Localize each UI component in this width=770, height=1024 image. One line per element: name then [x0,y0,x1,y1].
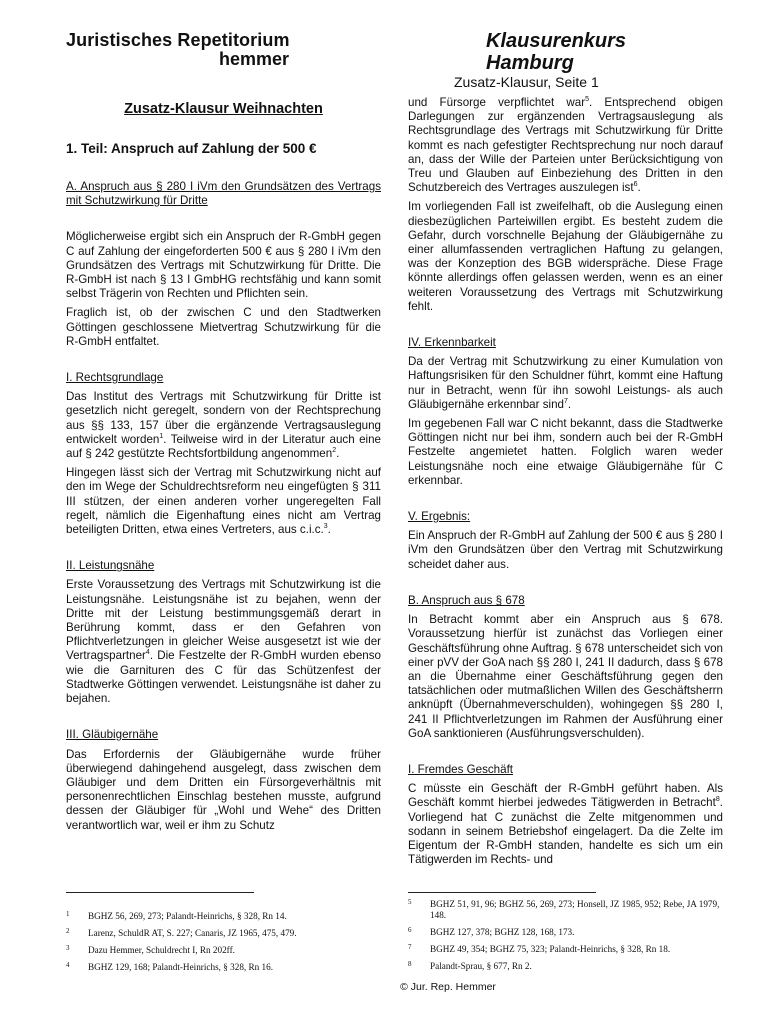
publisher-line-2: hemmer [219,49,290,69]
copyright-footer: © Jur. Rep. Hemmer [400,981,496,993]
footnote-divider [408,892,596,893]
footnote-text: BGHZ 49, 354; BGHZ 75, 323; Palandt-Heinrichs, § 328, Rn 18. [430,944,671,954]
section-heading-i: I. Rechtsgrundlage [66,371,164,385]
left-column [66,96,381,838]
paragraph: Fraglich ist, ob der zwischen C und den Stadtwerken Göttingen geschlossene Mietvertrag Schutzwirkung für die R-GmbH entfaltet. [66,306,381,348]
footnote [408,899,723,921]
publisher-line-1: Juristisches Repetitorium [66,30,290,50]
footnote [66,911,381,922]
section-heading-iv: IV. Erkennbarkeit [408,336,496,350]
footnote-number: 6 [408,926,412,934]
footnote-number: 1 [66,910,70,918]
paragraph: Das Erfordernis der Gläubigernähe wurde früher überwiegend dahingehend ausgelegt, dass zwischen dem Gläubiger und dem Dritten ein Fürsorgeverhältnis mit personenrechtlichen Einschlag bestehen musste, aufgrund dessen der Gläubiger für „Wohl und Wehe“ des Dritten verantwortlich war, weil er ihm zu Schutz [66,747,381,832]
footnote-mark: 7 [563,398,568,405]
footnote-text: Palandt-Sprau, § 677, Rn 2. [430,961,532,971]
footnote-text: Larenz, SchuldR AT, S. 227; Canaris, JZ 1965, 475, 479. [88,928,297,938]
text-run: . [336,447,340,461]
footnote [408,927,723,938]
text-run: C müsste ein Geschäft der R-GmbH geführt haben. Als Geschäft kommt hierbei jedwedes Tätigwerden in Betracht [408,782,723,810]
footnote-mark: 5 [585,96,589,104]
text-run: Erste Voraussetzung des Vertrags mit Schutzwirkung ist die Leistungsnähe. Leistungsnähe ist zu bejahen, wenn der Dritte mit der Leistung bestimmungsgemäß derart in Berührung kommt, dass er den Gefahren von Pflichtverletzungen in gleicher Weise ausgesetzt ist wie der Vertragspartner [66,578,381,663]
section-heading-b-i: I. Fremdes Geschäft [408,762,514,776]
footnote-mark: 4 [145,649,150,657]
paragraph: In Betracht kommt aber ein Anspruch aus § 678. Voraussetzung hierfür ist zunächst das Vorliegen einer Geschäftsführung ohne Auftrag. § 678 unterscheidet sich von einer pVV der GoA nach §§ 280 I, 241 II dadurch, dass § 678 an die Übernahme einer Geschäftsführung gegen den tatsächlichen oder mutmaßlichen Willen des Geschäftsherrn anknüpft (Übernahmeverschulden), wohingegen §§ 280 I, 241 II Pflichtverletzungen im Rahmen der Ausführung einer GoA sanktionieren (Ausführungsverschulden). [408,613,723,740]
paragraph [408,355,723,412]
footnote-number: 8 [408,960,412,968]
section-heading-a: A. Anspruch aus § 280 I iVm den Grundsätzen des Vertrags mit Schutzwirkung für Dritte [66,180,381,208]
text-run: . [327,523,331,537]
footnote-mark: 6 [633,181,638,189]
footnote [66,928,381,939]
footnote-text: Dazu Hemmer, Schuldrecht I, Rn 202ff. [88,945,235,955]
text-run: Das Institut des Vertrags mit Schutzwirkung für Dritte ist gesetzlich nicht geregelt, sondern von der Rechtsprechung aus §§ 133, 157 über die ergänzende Vertragsauslegung entwickelt worden [66,390,381,446]
footnote-mark: 2 [332,447,337,455]
footnotes-right [408,899,723,978]
footnote-text: BGHZ 56, 269, 273; Palandt-Heinrichs, § 328, Rn 14. [88,911,287,921]
part-heading: 1. Teil: Anspruch auf Zahlung der 500 € [66,141,317,156]
footnote-number: 3 [66,944,70,952]
section-heading-b: B. Anspruch aus § 678 [408,593,525,607]
page-header [66,30,714,90]
footnote [66,945,381,956]
text-run: . Entsprechend obigen Darlegungen zur ergänzenden Vertragsauslegung als Rechtsgrundlage des Vertrags mit Schutzwirkung für Dritte kommt es nach gefestigter Rechtsprechung nur noch darauf an, dass der Wille der Parteien unter Berücksichtigung von Treu und Glauben auf Einbeziehung des Dritten in den Schutzbereich des Vertrages auszulegen ist [408,96,723,195]
paragraph: Im gegebenen Fall war C nicht bekannt, dass die Stadtwerke Göttingen nicht nur bei ihm, sondern auch bei der R-GmbH Festzelte angemietet hatten. Folglich waren weder Leistungsnähe noch eine etwaige Gläubigernähe für C erkennbar. [408,417,723,487]
text-run: . Die Festzelte der R-GmbH wurden ebenso wie die Garnituren des C für das Schützenfest der Stadtwerke Göttingen verwendet. Leistungsnähe ist daher zu bejahen. [66,649,381,706]
paragraph: Ein Anspruch der R-GmbH auf Zahlung der 500 € aus § 280 I iVm den Grundsätzen über den Vertrag mit Schutzwirkung scheidet daher aus. [408,529,723,571]
section-heading-ii: II. Leistungsnähe [66,559,155,573]
footnote [408,944,723,955]
text-run: Hingegen lässt sich der Vertrag mit Schutzwirkung nicht auf den im Wege der Schuldrechtsreform neu eingefügten § 311 III stützen, der einen anderen vorher ungeregelten Fall regelt, nämlich die Eigenhaftung eines nicht am Vertrag beteiligten Dritten, etwa eines Vertreters, aus c.i.c. [66,466,381,537]
footnote-mark: 8 [715,796,720,804]
course-info [414,30,714,91]
footnote-text: BGHZ 51, 91, 96; BGHZ 56, 269, 273; Honsell, JZ 1985, 952; Rebe, JA 1979, 148. [430,899,720,920]
text-run: Da der Vertrag mit Schutzwirkung zu einer Kumulation von Haftungsrisiken für den Schuldner führt, kommt eine Haftung nur in Betracht, wenn für ihn sowohl Leistungs- als auch Gläubigernähe erkennbar sind [408,355,723,411]
paragraph [66,466,381,537]
section-heading-iii: III. Gläubigernähe [66,728,159,742]
right-column [408,96,723,872]
text-run: . [637,181,641,195]
footnotes-left [66,911,381,979]
paragraph [408,96,723,195]
text-run: und Fürsorge verpflichtet war [408,96,586,109]
footnote-text: BGHZ 129, 168; Palandt-Heinrichs, § 328, Rn 16. [88,962,274,972]
footnote [408,961,723,972]
footnote-mark: 1 [159,432,164,440]
text-run: . [567,397,572,411]
section-heading-v: V. Ergebnis: [408,510,471,524]
page-label: Zusatz-Klausur, Seite 1 [454,74,599,90]
footnote-text: BGHZ 127, 378; BGHZ 128, 168, 173. [430,927,575,937]
paragraph: Möglicherweise ergibt sich ein Anspruch der R-GmbH gegen C auf Zahlung der eingeforderten 500 € aus § 280 I iVm den Grundsätzen des Vertrags mit Schutzwirkung für Dritte. Die R-GmbH ist nach § 13 I GmbHG rechtsfähig und kann somit selbst Trägerin von Rechten und Pflichten sein. [66,230,381,301]
footnote-divider [66,892,254,893]
footnote [66,962,381,973]
publisher-name [66,30,386,68]
footnote-number: 2 [66,927,70,935]
footnote-number: 5 [408,898,412,906]
paragraph: Im vorliegenden Fall ist zweifelhaft, ob die Auslegung einen diesbezüglichen Parteiwillen ergibt. Es besteht zudem die Gefahr, durch vorschnelle Bejahung der Gläubigernähe zu einer allumfassenden vertraglichen Haftung zu gelangen, was der Konzeption des BGB widerspräche. Diese Frage könnte allerdings offen gelassen werden, wenn es an einer weiteren Voraussetzung des Vertrags mit Schutzwirkung fehlt. [408,200,723,313]
paragraph [66,390,381,461]
paragraph [408,782,723,867]
footnote-number: 4 [66,961,70,969]
text-run: . Vorliegend hat C zunächst die Zelte mitgenommen und sodann in seinem Betriebshof eingelagert. Da die Zelte im Eigentum der R-GmbH standen, handelte es sich um ein Tätigwerden im Rechts- und [408,796,723,867]
course-title: Klausurenkurs Hamburg [486,30,627,74]
footnote-number: 7 [408,943,412,951]
footnote-mark: 3 [323,523,328,531]
text-run: . Teilweise wird in der Literatur auch eine auf § 242 gestützte Rechtsfortbildung angenommen [66,432,381,461]
paragraph [66,578,381,706]
document-title: Zusatz-Klausur Weihnachten [124,101,323,117]
